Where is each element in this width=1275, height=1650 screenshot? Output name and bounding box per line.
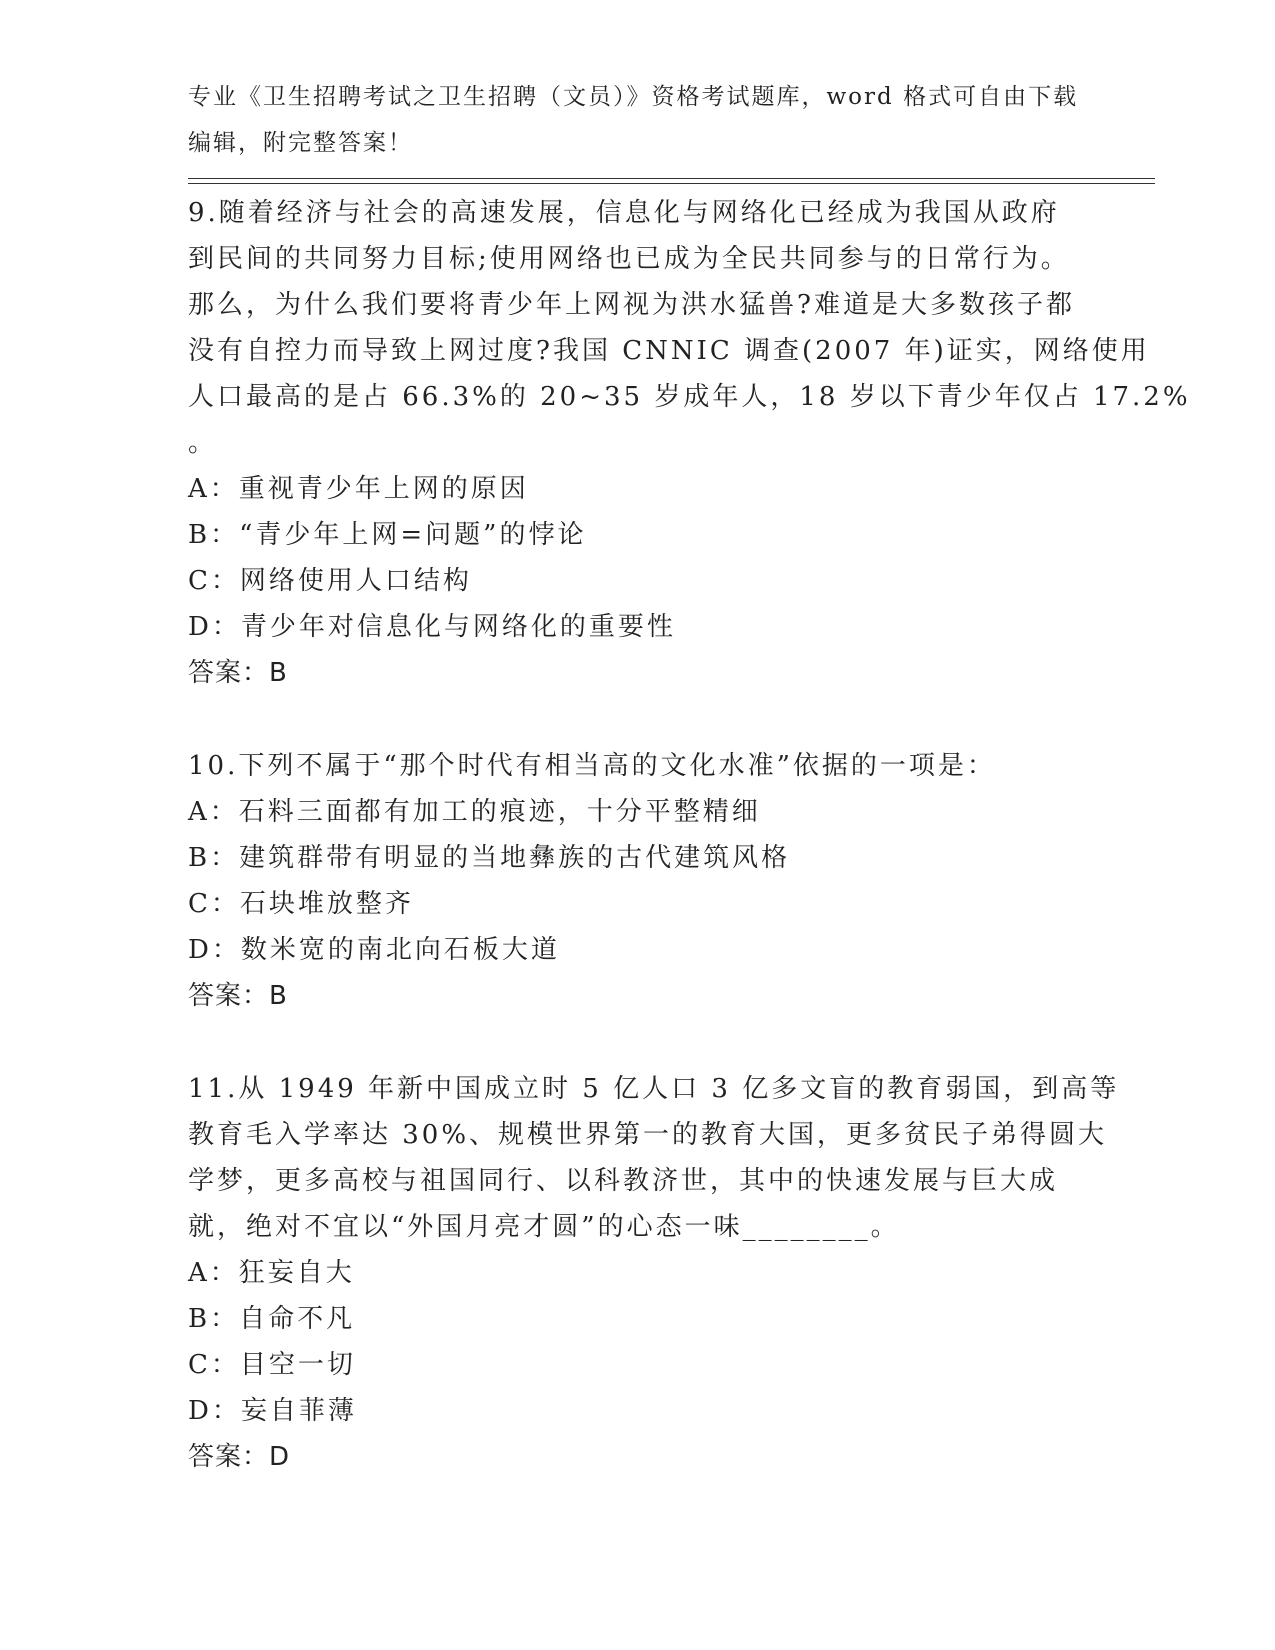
answer-label: 答案：B (188, 658, 288, 688)
option-d: D：青少年对信息化与网络化的重要性 (188, 612, 676, 642)
question-text-line: 那么，为什么我们要将青少年上网视为洪水猛兽?难道是大多数孩子都 (188, 290, 1075, 320)
question-text-line: 9.随着经济与社会的高速发展，信息化与网络化已经成为我国从政府 (188, 198, 1060, 228)
question-list (188, 190, 1191, 1527)
option-a: A：石料三面都有加工的痕迹，十分平整精细 (188, 797, 761, 827)
question-text-line: 学梦，更多高校与祖国同行、以科教济世，其中的快速发展与巨大成 (188, 1166, 1059, 1196)
question-11 (188, 1066, 1120, 1480)
question-text-line: 教育毛入学率达 30%、规模世界第一的教育大国，更多贫民子弟得圆大 (188, 1120, 1108, 1150)
answer-label: 答案：D (188, 1442, 291, 1472)
option-c: C：目空一切 (188, 1350, 356, 1380)
question-text-line: 没有自控力而导致上网过度?我国 CNNIC 调查(2007 年)证实，网络使用 (188, 336, 1150, 366)
question-text-line: 10.下列不属于“那个时代有相当高的文化水准”依据的一项是： (188, 751, 996, 781)
option-b: B：建筑群带有明显的当地彝族的古代建筑风格 (188, 843, 791, 873)
question-text-line: 人口最高的是占 66.3%的 20~35 岁成年人，18 岁以下青少年仅占 17.2% (188, 382, 1191, 412)
header-line-1: 专业《卫生招聘考试之卫生招聘（文员）》资格考试题库，word 格式可自由下载 (188, 84, 1079, 110)
question-10 (188, 743, 1108, 1019)
header-divider-bottom (188, 183, 1155, 184)
option-a: A：狂妄自大 (188, 1258, 355, 1288)
option-b: B：自命不凡 (188, 1304, 356, 1334)
answer-label: 答案：B (188, 981, 288, 1011)
question-text-line: 就，绝对不宜以“外国月亮才圆”的心态一味________。 (188, 1212, 900, 1242)
question-text-line: 。 (188, 428, 218, 458)
option-d: D：妄自菲薄 (188, 1396, 357, 1426)
question-text-line: 11.从 1949 年新中国成立时 5 亿人口 3 亿多文盲的教育弱国，到高等 (188, 1074, 1120, 1104)
header-line-2: 编辑，附完整答案！ (188, 130, 413, 156)
option-c: C：网络使用人口结构 (188, 566, 472, 596)
option-b: B：“青少年上网=问题”的悖论 (188, 520, 587, 550)
option-a: A：重视青少年上网的原因 (188, 474, 529, 504)
document-header (188, 74, 1088, 166)
question-9 (188, 190, 1191, 696)
option-c: C：石块堆放整齐 (188, 889, 414, 919)
header-divider-top (188, 178, 1155, 179)
option-d: D：数米宽的南北向石板大道 (188, 935, 560, 965)
question-text-line: 到民间的共同努力目标;使用网络也已成为全民共同参与的日常行为。 (188, 244, 1070, 274)
